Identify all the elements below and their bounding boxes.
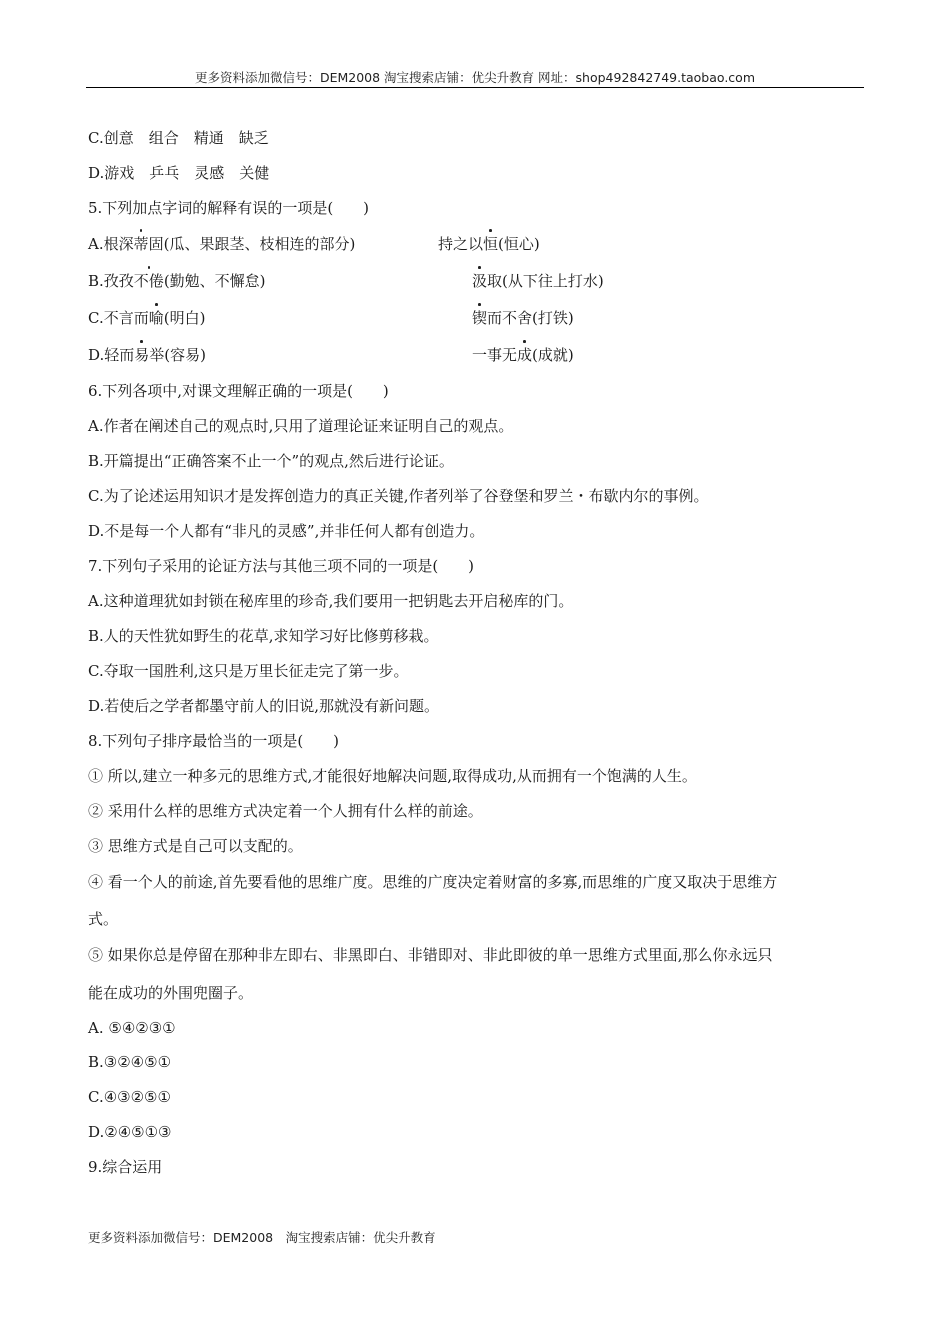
q8-stem: 8.下列句子排序最恰当的一项是( ) xyxy=(88,732,340,750)
q8-option-d: D.②④⑤①③ xyxy=(88,1123,172,1141)
q6-option-a: A.作者在阐述自己的观点时,只用了道理论证来证明自己的观点。 xyxy=(88,417,514,435)
q8-sentence-5: ⑤ 如果你总是停留在那种非左即右、非黑即白、非错即对、非此即彼的单一思维方式里面,那么你永远只 xyxy=(88,946,773,964)
q7-option-b: B.人的天性犹如野生的花草,求知学习好比修剪移栽。 xyxy=(88,627,439,645)
q9-stem: 9.综合运用 xyxy=(88,1158,163,1176)
q7-stem: 7.下列句子采用的论证方法与其他三项不同的一项是( ) xyxy=(88,557,475,575)
q8-sentence-5-cont: 能在成功的外围兜圈子。 xyxy=(88,984,254,1002)
q5-option-c: C.不言而喻(明白) 锲而不舍(打铁) xyxy=(88,309,574,327)
q8-option-c: C.④③②⑤① xyxy=(88,1088,171,1106)
q6-stem: 6.下列各项中,对课文理解正确的一项是( ) xyxy=(88,382,389,400)
q4-option-d: D.游戏 乒乓 灵感 关健 xyxy=(88,164,270,182)
q8-sentence-4: ④ 看一个人的前途,首先要看他的思维广度。思维的广度决定着财富的多寡,而思维的广度又取决于思维方 xyxy=(88,873,778,891)
q8-option-a: A. ⑤④②③① xyxy=(88,1019,176,1037)
q6-option-b: B.开篇提出“正确答案不止一个”的观点,然后进行论证。 xyxy=(88,452,454,470)
q4-option-c: C.创意 组合 精通 缺乏 xyxy=(88,129,269,147)
q8-sentence-4-cont: 式。 xyxy=(88,910,119,928)
q8-sentence-3: ③ 思维方式是自己可以支配的。 xyxy=(88,837,303,855)
q8-option-b: B.③②④⑤① xyxy=(88,1053,172,1071)
q5-option-b: B.孜孜不倦(勤勉、不懈怠) 汲取(从下往上打水) xyxy=(88,272,604,290)
q6-option-d: D.不是每一个人都有“非凡的灵感”,并非任何人都有创造力。 xyxy=(88,522,485,540)
q7-option-d: D.若使后之学者都墨守前人的旧说,那就没有新问题。 xyxy=(88,697,440,715)
q8-sentence-1: ① 所以,建立一种多元的思维方式,才能很好地解决问题,取得成功,从而拥有一个饱满的人生。 xyxy=(88,767,697,785)
q5-option-a: A.根深蒂固(瓜、果跟茎、枝相连的部分) 持之以恒(恒心) xyxy=(88,235,540,253)
page-header: 更多资料添加微信号：DEM2008 淘宝搜索店铺：优尖升教育 网址：shop492842749.taobao.com xyxy=(194,70,756,85)
page-footer: 更多资料添加微信号：DEM2008 淘宝搜索店铺：优尖升教育 xyxy=(88,1230,436,1245)
header-divider xyxy=(86,87,864,88)
q7-option-a: A.这种道理犹如封锁在秘库里的珍奇,我们要用一把钥匙去开启秘库的门。 xyxy=(88,592,574,610)
q5-option-d: D.轻而易举(容易) 一事无成(成就) xyxy=(88,346,574,364)
q8-sentence-2: ② 采用什么样的思维方式决定着一个人拥有什么样的前途。 xyxy=(88,802,483,820)
q7-option-c: C.夺取一国胜利,这只是万里长征走完了第一步。 xyxy=(88,662,409,680)
q6-option-c: C.为了论述运用知识才是发挥创造力的真正关键,作者列举了谷登堡和罗兰・布歇内尔的事例。 xyxy=(88,487,709,505)
q5-stem: 5.下列加点字词的解释有误的一项是( ) xyxy=(88,199,370,217)
